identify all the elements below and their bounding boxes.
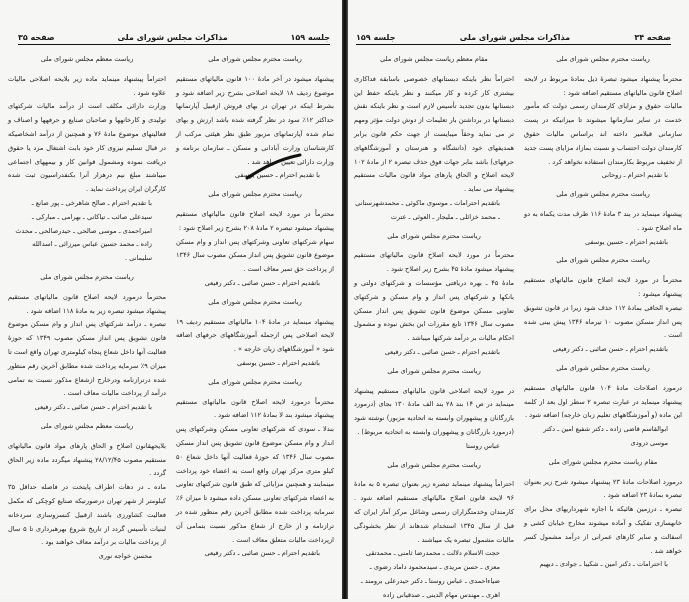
signatories: حجت الاسلام دلالت ـ محمدرضا ثامنی ـ محمدتقی معزی ـ حسن مریدی ـ سیدمحمود داماد رضوی ـ ضیاءاحمدی ـ عباس روستا ـ دکتر حیدرعلی برومند ـ اهری ـ مهندس مهام الدینی ـ صدقیانی زاده (360, 549, 500, 599)
left-page-header (18, 28, 330, 45)
signatories: با تقدیم احترام ـ صالح شاهرخی ـ پور صانع ـ سیدعلی صائب ـ تیاکانی ـ بهرامی ـ مبارکی ـ امیراحمدی ـ موسی صالحی ـ حیدرصالحی ـ محدث زاده ـ محمد حسین عباس میرزائی ـ اسدالله سلیمانی . (15, 198, 152, 263)
signatories: عباس روستا (466, 441, 500, 450)
pen-stroke-mark (245, 152, 305, 182)
proposal-paragraph: پیشنهاد میشود در آخر مادهٔ ۱۰۰ قانون مالیاتهای مستقیم موضوع ردیف ۱۸ لایحه اصلاحی بشرح زیر اضافه شود و بشرط اینکه در تهران در بهای فروش ازقبیل آپارتمانها حداکثر ۱۲٪ سود در نظر گرفته شده باشد ارزش و بهای تمام شده آپارتمانهای مزبور طبق نظر هیئتی مرکب از کارشناسان وزارت آبادانی و مسکن ـ سازمان برنامه و وزارت دارائی تعیین خواهد شد . (176, 74, 334, 166)
addressee-heading: ریاست محترم مجلس شورای ملی (208, 55, 302, 63)
running-title: مذاکرات مجلس شورای ملی (117, 33, 228, 42)
addressee-heading: ریاست محترم مجلس شورای ملی (387, 231, 481, 240)
addressee-heading: ریاست محترم مجلس شورای ملی (208, 297, 302, 306)
addressee-heading: مقام ریاست محترم مجلس شورای ملی (548, 457, 658, 466)
signatories: باتقدیم احترام ـ حسن صائبی ـ دکتر رفیعی (204, 278, 320, 287)
proposal-paragraph: وزارت دارائی مکلف است از درآمد مالیات شرکتهای تولیدی و کارخانهها و صاحبان صنایع و حرفهها و اصناف و فعالیتهای موضوع مادهٔ ۷۶ و همچنین از درآمد اشخاصیکه در قبال تسلیم نیروی کار خود بابت اشتغال مزد یا حقوق دریافت نموده ومشمول قوانین کار و بیمههای اجتماعی میباشند مبلغ نیم درهزار آنرا بکنفدراسیون ثبت شده کارگران ایران پرداخت نماید . (8, 102, 166, 194)
session-label: جلسه ۱۵۹ (356, 33, 396, 42)
signatories: باتقدیم احترام ـ حسین یوسفی (236, 358, 320, 367)
signatories: محسن خواجه نوری (98, 552, 152, 561)
column-right-page-right (524, 48, 682, 572)
column-left-page-left (8, 48, 166, 564)
addressee-heading: ریاست محترم مجلس شورای ملی (387, 366, 481, 375)
signatories: باتقدیم احترام ـ حسین یوسفی (584, 237, 668, 246)
addressee-heading: ریاست محترم مجلس شورای ملی (208, 377, 302, 386)
right-page (348, 0, 689, 599)
running-title: مذاکرات مجلس شورای ملی (459, 33, 571, 42)
signatories: باتقدیم احترامات ـ موسوی ماکوئی ـ محمدشهرستانی ـ محمد خزائلی ـ ملیجار ـ العوئی ـ عترت (355, 198, 500, 221)
proposal-paragraph: درمورد اصلاحات مادهٔ ۲۳ پیشنهاد میشود شرح زیر بعنوان تبصره بمادهٔ ۲۳ اضافه شود . (524, 477, 682, 500)
proposal-paragraph: محترماً در مورد لایحه اصلاح قانون مالیاتهای مستقیم پیشنهاد میشود تبصره ۲ مادهٔ ۲۰۸ بشرح زیر اصلاح شود : (176, 209, 334, 232)
signatories: با تقدیم احترام ـ حسین یوسفی (234, 171, 320, 180)
proposal-paragraph: احتراماً نظر باینکه دبستانهای خصوصی باسابقه فداکاری بیشتری کار کرده و کار میکنند و نظر باینکه حفظ این دبستانها بدون تجدید تأسیس لازم است و نظر باینکه نقش دبستانها در برداشتن بار تعلیمات از دوش دولت مؤثر ومهم تر می نماید وحقاً میبایست از جهت حکم قانون برابر همدیفهای خود (دانشگاه و هنرستان و آموزشگاههای حرفهای) باشد بنابر جهات فوق حذف تبصره ۲ از مادهٔ ۱۰۲ لایحه اصلاح و الحاق پارهای مواد قانون مالیات مستقیم پیشنهاد می نماید . (354, 74, 514, 194)
addressee-heading: ریاست معظم مجلس شورای ملی (40, 55, 134, 63)
proposal-paragraph: پیشنهاد مینماید در بند ۳ مادهٔ ۱۱۶ ظرف مدت یکماه به دو ماه اصلاح شود . (524, 209, 682, 232)
proposal-paragraph: تبصره ـ درزمین هائیکه با اجازه شهرداریهای محل برای خانهسازی تفکیک و آماده میشوند مخارج خیابان کشی و اسفالت و سایر کارهای عمرانی از درآمد مشمول کسر خواهد شد . (524, 505, 682, 555)
addressee-heading: ریاست محترم مجلس شورای ملی (556, 55, 650, 63)
signatories: باتقدیم احترام ـ حسن صائبی ـ دکتر رفیعی (384, 347, 500, 356)
addressee-heading: ریاست محترم مجلس شورای ملی (556, 190, 650, 199)
proposal-paragraph: محترماً پیشنهاد میشود تبصرهٔ ذیل بمادهٔ مربوط در لایحه اصلاح قانون مالیاتهای مستقیم اضافه شود : (524, 74, 682, 97)
signatories: با تقدیم احترام ـ روحانی (601, 171, 668, 180)
page-number: صفحه ۳۵ (18, 33, 55, 42)
signatories: با احترامات ـ دکتر امین ـ شکیبا ـ جوادی ـ دیهیم (539, 560, 668, 569)
proposal-paragraph: مادهٔ ۴۵ ـ بهره دریافتی مؤسسات و شرکتهای دولتی و بانکها و شرکتهای پس انداز و وام مسکن و شرکتهای تعاونی مسکن موضوع قانون تشویق پس انداز مسکن مصوب سال ۱۳۴۶ تابع مقررات این بخش نبوده و مشمول احکام مالیات بر درآمد شرکتها میباشد . (354, 278, 514, 343)
session-label: جلسه ۱۵۹ (290, 33, 330, 42)
proposal-paragraph: بندلا ـ سودی که شرکتهای تعاونی مسکن وشرکتهای پس انداز و وام مسکن موضوع قانون تشویق پس انداز مسکن مصوب سال ۱۳۴۶ که حوزهٔ فعالیت آنها داخل شعاع ۵۰ کیلو متری مرکز تهران واقع است به اعضاء خود پرداخت مینمایند و همچنین مزایائی که طبق قانون شرکتهای تعاونی به اعضاء شرکتهای تعاونی مسکن داده میشود تا میزان ۶٪ سرمایه پرداخت شده مطابق آخرین رقم منظور شده در ترازنامه و از خارج از شعاع مذکور نسبت بتمامی آن ازپرداخت مالیات متعلق معاف است . (176, 425, 334, 544)
signatories: باتقدیم احترام ـ حسن صائبی ـ دکتر رفیعی (552, 345, 668, 354)
proposal-paragraph: احتراماً پیشنهاد مینماید ماده زیر بلایحه اصلاحی مالیات علاوه شود . (8, 74, 166, 97)
proposal-paragraph: محترماً درمورد لایحه اصلاح قانون مالیاتهای مستقیم پیشنهاد میشود تبصره زیر به مادهٔ ۱۱۸ اضافه شود . (8, 292, 166, 315)
proposal-paragraph: ماده ـ در دهات اطراف پایتخت در فاصله حداقل ۳۵ کیلومتر از شهر تهران درصورتیکه صنایع کوچکی که مکمل فعالیت کشاورزی باشند ازقبیل کنسروسازی سردخانه لبنیات تأسیس گردد از تاریخ شروع بهرهبرداری تا ۵ سال از پرداخت مالیات بر درآمد معاف خواهند بود . (8, 483, 167, 547)
proposal-paragraph: تبصره الحاقی بمادهٔ ۱۱۲ حذف شود زیرا در قانون تشویق پس انداز مسکن مصوب ۱۰ تیرماه ۱۳۴۶ پیش بینی شده است . (524, 303, 682, 340)
proposal-paragraph: محترماً در مورد لایحه اصلاح قانون مالیاتهای مستقیم پیشنهاد میشود : (524, 276, 682, 298)
proposal-paragraph: درمورد اصلاحات مادهٔ ۱۰۴ قانون مالیاتهای مستقیم پیشنهاد مینماید در عبارت تبصره ۲ سطر اول بعد از کلمه این ماده (و آموزشگاههای تعلیم زبان خارجه) اضافه شود . (524, 383, 682, 420)
proposal-paragraph: بلایحهقانون اصلاح و الحاق پارهای مواد قانون مالیاتهای مستقیم مصوب ۲۸/۱۲/۴۵ پیشنهاد میگردد ماده زیر الحاق گردد . (8, 441, 166, 478)
proposal-paragraph: تبصره ـ درآمد شرکتهای پس انداز و وام مسکن موضوع قانون تشویق پس انداز مسکن مصوب ۱۳۴۹ که حوزهٔ فعالیت آنها داخل شعاع پنجاه کیلومتری تهران واقع است تا میزان ۹٪ سرمایه پرداخت شده مطابق آخرین رقم منظور شده درترازنامه ودرخارج ازشعاع مذکور نسبت به تمامی درآمد از پرداخت مالیات معاف است . (7, 320, 167, 398)
addressee-heading: ریاست محترم مجلس شورای ملی (556, 256, 650, 265)
signatories: ابوالقاسم قاضی زاده ـ دکتر شفیع امین ـ دکتر موسی درودی (543, 425, 668, 447)
proposal-paragraph: محترماً در مورد لایحه اصلاح قانون مالیاتهای مستقیم پیشنهاد میشود مادهٔ ۴۵ بشرح زیر اصلاح شود . (354, 251, 514, 274)
addressee-heading: ریاست معظم مجلس شورای ملی (40, 421, 134, 430)
signatories: با تقدیم احترام ـ حسن صائبی ـ دکتر رفیعی (34, 403, 152, 412)
left-page (0, 0, 342, 599)
addressee-heading: ریاست محترم مجلس شورای ملی (387, 460, 481, 469)
column-left-page-right (176, 48, 334, 561)
addressee-heading: ریاست محترم مجلس شورای ملی (40, 272, 134, 281)
page-number: صفحه ۳۴ (634, 33, 671, 42)
proposal-paragraph: مالیات حقوق و مزایای کارمندان رسمی دولت که مأمور خدمت در سایر سازمانها میشوند تا میزانیکه در پست سازمانی قبلامیر داخته اند براساس مالیات حقوق کارمندان دولت احتساب و نسبت بمازاد مزایای پست جدید از تخفیف مربوط بکارمندان استفاده نخواهد کرد . (524, 102, 682, 166)
column-right-page-left (354, 48, 514, 602)
right-page-header (356, 28, 671, 45)
proposal-paragraph: سهام شرکتهای تعاونی وشرکتهای پس انداز و وام مسکن موضوع قانون تشویق پس انداز مسکن مصوب سال ۱۳۴۶ از پرداخت حق تمبر معاف است . (176, 237, 334, 274)
addressee-heading: ریاست محترم مجلس شورای ملی (208, 190, 302, 199)
proposal-paragraph: احتراماً پیشنهاد مینماید تبصره زیر بعنوان تبصره ۵ به مادهٔ ۹۶ لایحه قانون اصلاح مالیاتهای مستقیم اضافه شود . کارمندان وخدمتگزاران رسمی وشاغل مرکز آمار ایران که قبل از سال ۱۳۴۵ استخدام شدهاند از نظر بخشودگی مالیات مشمول تبصره یک میباشند . (354, 480, 515, 544)
addressee-heading: ریاست محترم مجلس شورای ملی (556, 363, 650, 372)
proposal-paragraph: در مورد لایحه اصلاحی قانون مالیاتهای مستقیم پیشنهاد مینماید در ص ۱۴ بند ۲۸ بند الف مادهٔ ۱۳۰ بجای (درمورد بازرگانان و پیشهوران وابسته به اتحادیه مزبور) نوشته شود (درمورد بازرگانان و پیشهوران وابسته به اتحادیه مربوط) . (354, 386, 514, 436)
proposal-paragraph: محترماً درمورد لایحه اصلاح قانون مالیاتهای مستقیم پیشنهاد میشود بند لا بمادهٔ ۱۱۲ اضافه شود . (176, 397, 334, 420)
addressee-heading: مقام معظم ریاست مجلس شورای ملی (380, 55, 488, 63)
signatories: باتقدیم احترام ـ حسن صائبی ـ دکتر رفیعی (204, 549, 320, 558)
proposal-paragraph: پیشنهاد مینماید در مادهٔ ۱۰۴ مالیاتهای مستقیم ردیف ۱۹ لایحه اصلاحی پس ازجمله آموزشگاههای حرفهای اضافه شود « آموزشگاههای زبان خارجه » . (176, 317, 334, 354)
